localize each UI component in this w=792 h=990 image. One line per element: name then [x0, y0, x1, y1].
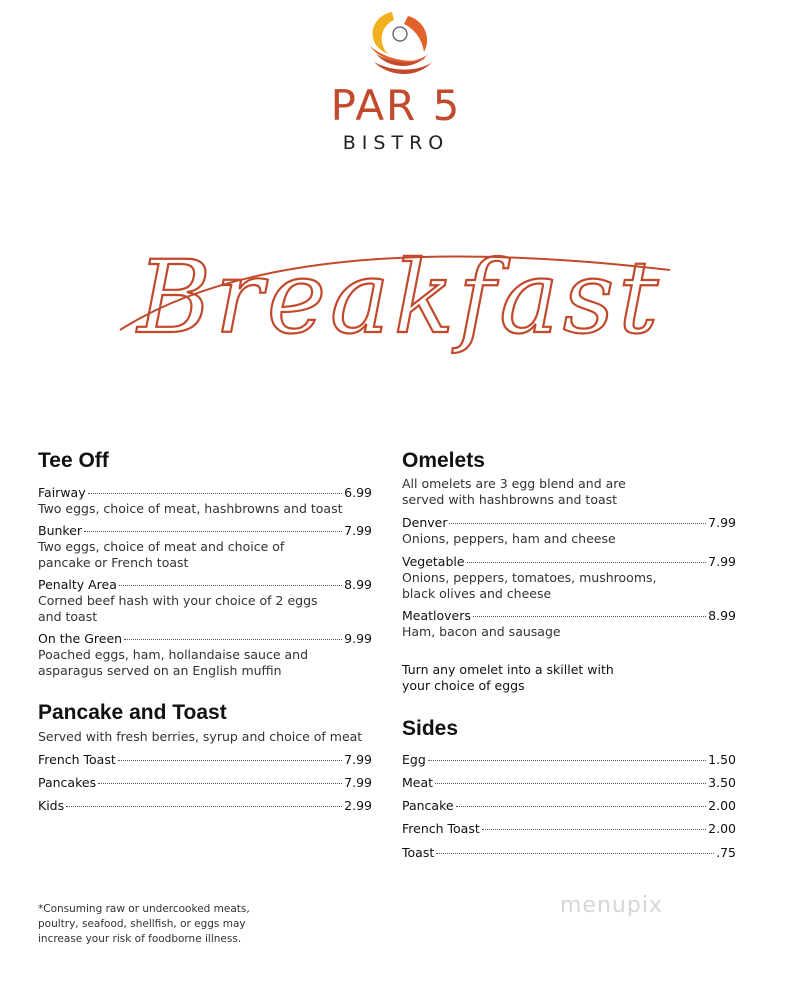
dot-leader	[66, 806, 342, 807]
item-name: Bunker	[38, 523, 83, 538]
item-price: 8.99	[708, 608, 736, 623]
item-name: Penalty Area	[38, 577, 117, 592]
item-price: 1.50	[708, 752, 736, 767]
menu-item	[38, 485, 372, 517]
item-name: Pancake	[402, 798, 454, 813]
dot-leader	[456, 806, 707, 807]
watermark: menupix	[560, 893, 663, 918]
item-name: Kids	[38, 798, 65, 813]
section-title-tee-off: Tee Off	[38, 449, 109, 472]
item-price: 7.99	[344, 775, 372, 790]
dot-leader	[98, 783, 342, 784]
dot-leader	[473, 616, 706, 617]
menu-item	[38, 523, 372, 570]
item-description: Onions, peppers, ham and cheese	[402, 531, 616, 546]
section-description: All omelets are 3 egg blend and are served with hashbrowns and toast	[402, 476, 626, 507]
menu-item	[402, 775, 736, 790]
item-name: On the Green	[38, 631, 123, 646]
item-description: Corned beef hash with your choice of 2 eggs and toast	[38, 593, 318, 624]
item-price: .75	[716, 845, 736, 860]
section-title-sides: Sides	[402, 717, 459, 740]
menu-item	[402, 798, 736, 813]
menu-item	[402, 821, 736, 836]
section-title-omelets: Omelets	[402, 449, 485, 472]
script-title	[110, 220, 690, 390]
item-name: Toast	[402, 845, 435, 860]
item-price: 6.99	[344, 485, 372, 500]
swirl-logo-icon	[362, 8, 438, 82]
brand-name: PAR 5	[330, 81, 462, 130]
item-description: Poached eggs, ham, hollandaise sauce and asparagus served on an English muffin	[38, 647, 309, 678]
item-name: French Toast	[402, 821, 480, 836]
item-name: Egg	[402, 752, 426, 767]
item-name: French Toast	[38, 752, 116, 767]
item-name: Denver	[402, 515, 448, 530]
menu-item	[38, 577, 372, 624]
item-price: 9.99	[344, 631, 372, 646]
dot-leader	[449, 523, 706, 524]
menu-item	[402, 845, 736, 860]
script-title-text: Breakfast	[137, 239, 663, 356]
menu-item	[402, 554, 736, 601]
item-price: 7.99	[344, 523, 372, 538]
dot-leader	[124, 639, 342, 640]
item-description: Two eggs, choice of meat, hashbrowns and toast	[38, 501, 343, 516]
menu-item	[38, 775, 372, 790]
dot-leader	[435, 783, 706, 784]
item-price: 7.99	[344, 752, 372, 767]
section-description: Served with fresh berries, syrup and choice of meat	[38, 729, 363, 744]
item-description: Ham, bacon and sausage	[402, 624, 561, 639]
section-title-pancake-toast: Pancake and Toast	[38, 701, 227, 724]
item-price: 7.99	[708, 554, 736, 569]
dot-leader	[436, 853, 714, 854]
menu-item	[38, 752, 372, 767]
dot-leader	[118, 760, 342, 761]
dot-leader	[88, 493, 343, 494]
item-price: 3.50	[708, 775, 736, 790]
menu-item	[38, 798, 372, 813]
brand-subtitle: BISTRO	[342, 132, 450, 154]
item-price: 8.99	[344, 577, 372, 592]
dot-leader	[84, 531, 342, 532]
omelet-skillet-note: Turn any omelet into a skillet with your choice of eggs	[402, 662, 614, 693]
item-price: 7.99	[708, 515, 736, 530]
health-footnote: *Consuming raw or undercooked meats, poultry, seafood, shellfish, or eggs may increase your risk of foodborne illness.	[38, 903, 250, 945]
menu-item	[402, 608, 736, 640]
dot-leader	[467, 562, 707, 563]
item-price: 2.00	[708, 798, 736, 813]
item-price: 2.99	[344, 798, 372, 813]
menu-item	[38, 631, 372, 678]
item-name: Meat	[402, 775, 434, 790]
item-name: Fairway	[38, 485, 86, 500]
item-name: Pancakes	[38, 775, 97, 790]
dot-leader	[482, 829, 706, 830]
dot-leader	[119, 585, 342, 586]
item-name: Vegetable	[402, 554, 465, 569]
dot-leader	[428, 760, 706, 761]
item-description: Onions, peppers, tomatoes, mushrooms, black olives and cheese	[402, 570, 657, 601]
menu-item	[402, 515, 736, 547]
item-name: Meatlovers	[402, 608, 471, 623]
menu-item	[402, 752, 736, 767]
item-price: 2.00	[708, 821, 736, 836]
item-description: Two eggs, choice of meat and choice of pancake or French toast	[38, 539, 285, 570]
